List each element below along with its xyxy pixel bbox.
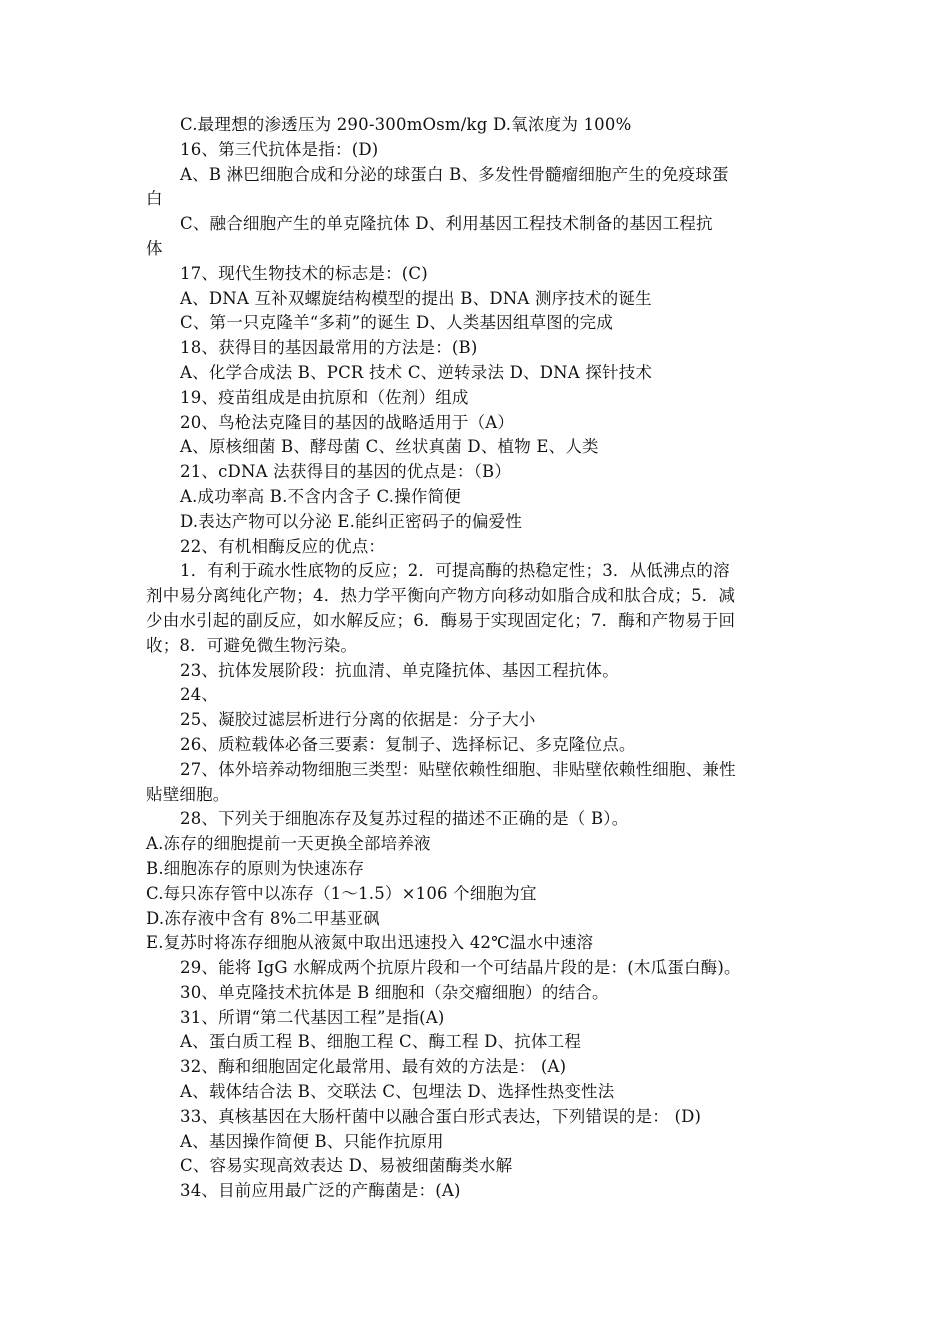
text-line: 贴壁细胞。 — [146, 784, 230, 804]
text-line: D.表达产物可以分泌 E.能纠正密码子的偏爱性 — [180, 511, 523, 531]
text-line: 17、现代生物技术的标志是：(C) — [180, 263, 428, 283]
text-line: A、B 淋巴细胞合成和分泌的球蛋白 B、多发性骨髓瘤细胞产生的免疫球蛋 — [180, 164, 729, 184]
text-line: A、载体结合法 B、交联法 C、包埋法 D、选择性热变性法 — [180, 1082, 615, 1102]
text-line: 20、鸟枪法克隆目的基因的战略适用于（A） — [180, 412, 515, 432]
text-line: C.每只冻存管中以冻存（1～1.5）×106 个细胞为宜 — [146, 883, 537, 903]
text-line: 26、质粒载体必备三要素：复制子、选择标记、多克隆位点。 — [180, 734, 636, 754]
text-line: A、化学合成法 B、PCR 技术 C、逆转录法 D、DNA 探针技术 — [180, 362, 653, 382]
text-line: A.成功率高 B.不含内含子 C.操作简便 — [180, 486, 462, 506]
text-line: 28、下列关于细胞冻存及复苏过程的描述不正确的是（ B）。 — [180, 809, 629, 829]
text-line: 32、酶和细胞固定化最常用、最有效的方法是： (A) — [180, 1057, 567, 1077]
text-line: 23、抗体发展阶段：抗血清、单克隆抗体、基因工程抗体。 — [180, 660, 619, 680]
text-line: 30、单克隆技术抗体是 B 细胞和（杂交瘤细胞）的结合。 — [180, 982, 609, 1002]
text-line: 少由水引起的副反应，如水解反应；6．酶易于实现固定化；7．酶和产物易于回 — [146, 610, 736, 630]
text-line: B.细胞冻存的原则为快速冻存 — [146, 858, 365, 878]
text-line: C、第一只克隆羊“多莉”的诞生 D、人类基因组草图的完成 — [180, 313, 614, 333]
text-line: 29、能将 IgG 水解成两个抗原片段和一个可结晶片段的是：(木瓜蛋白酶)。 — [180, 958, 741, 978]
text-line: A、基因操作简便 B、只能作抗原用 — [180, 1131, 444, 1151]
text-line: A、原核细菌 B、酵母菌 C、丝状真菌 D、植物 E、人类 — [180, 437, 599, 457]
text-line: C、容易实现高效表达 D、易被细菌酶类水解 — [180, 1156, 513, 1176]
text-line: 27、体外培养动物细胞三类型：贴壁依赖性细胞、非贴壁依赖性细胞、兼性 — [180, 759, 736, 779]
text-line: A、蛋白质工程 B、细胞工程 C、酶工程 D、抗体工程 — [180, 1032, 582, 1052]
text-line: 1．有利于疏水性底物的反应；2．可提高酶的热稳定性；3．从低沸点的溶 — [180, 561, 730, 581]
text-line: A、DNA 互补双螺旋结构模型的提出 B、DNA 测序技术的诞生 — [180, 288, 652, 308]
document-body — [146, 113, 812, 1204]
text-line: C.最理想的渗透压为 290-300mOsm/kg D.氧浓度为 100% — [180, 115, 632, 134]
text-line: E.复苏时将冻存细胞从液氮中取出迅速投入 42℃温水中速溶 — [146, 933, 594, 953]
text-line: 25、凝胶过滤层析进行分离的依据是：分子大小 — [180, 710, 536, 730]
text-line: A.冻存的细胞提前一天更换全部培养液 — [146, 834, 431, 854]
text-line: 16、第三代抗体是指：(D) — [180, 139, 379, 159]
text-line: 体 — [146, 238, 163, 258]
text-line: 白 — [146, 189, 163, 209]
text-line: 33、真核基因在大肠杆菌中以融合蛋白形式表达，下列错误的是： (D) — [180, 1106, 702, 1126]
text-line: D.冻存液中含有 8%二甲基亚砜 — [146, 908, 381, 928]
text-line: 22、有机相酶反应的优点： — [180, 536, 386, 556]
text-line: 19、疫苗组成是由抗原和（佐剂）组成 — [180, 387, 469, 407]
text-line: 18、获得目的基因最常用的方法是：(B) — [180, 338, 478, 358]
text-line: 31、所谓“第二代基因工程”是指(A) — [180, 1007, 445, 1027]
text-line: 24、 — [180, 685, 219, 705]
text-line: C、融合细胞产生的单克隆抗体 D、利用基因工程技术制备的基因工程抗 — [180, 214, 713, 234]
text-line: 收；8．可避免微生物污染。 — [146, 635, 358, 655]
text-line: 21、cDNA 法获得目的基因的优点是：（B） — [180, 462, 512, 482]
text-line: 剂中易分离纯化产物；4．热力学平衡向产物方向移动如脂合成和肽合成；5．减 — [146, 586, 736, 606]
text-line: 34、目前应用最广泛的产酶菌是：(A) — [180, 1181, 461, 1201]
